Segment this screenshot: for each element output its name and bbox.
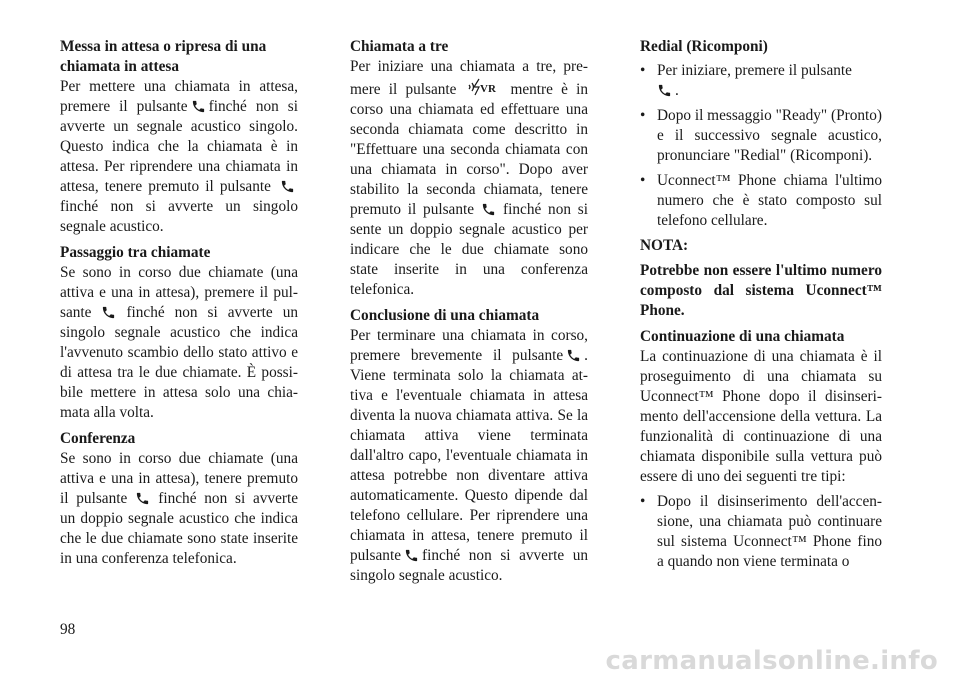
section-title-end-call: Conclusione di una chiamata xyxy=(350,307,540,324)
paragraph-call-continuation: La continuazione di una chiamata è il proseguimento di una chiamata su Uconnect™ Phone dopo il disinserimento dell'accensione della vettura. La funzionalità di continuazione di una chiamata disponibile sulla vettura può essere di uno dei seguenti tre tipi: xyxy=(640,348,882,485)
list-item: • Dopo il disinserimento dell'accensione, una chiamata può continuare sul sistema Uconnect™ Phone fino a quando non viene terminata o xyxy=(640,492,882,572)
note-label: NOTA: xyxy=(640,237,689,254)
note-text: Potrebbe non essere l'ultimo numero composto dal sistema Uconnect™ Phone. xyxy=(640,262,882,319)
text-run: Per iniziare una chiamata a tre, premere il pulsante xyxy=(350,58,588,98)
watermark: carmanualsonline.info xyxy=(605,646,938,676)
paragraph-conference xyxy=(60,449,298,569)
paragraph-hold xyxy=(60,77,298,237)
column-left xyxy=(60,37,298,569)
section-title-switch: Passaggio tra chiamate xyxy=(60,244,211,261)
text-run: finché non si avverte un singolo segnale acustico. xyxy=(60,198,298,235)
text-run: finché non si avverte un singolo segnale acustico. xyxy=(350,547,588,584)
text-run: . xyxy=(675,82,679,99)
phone-icon xyxy=(191,99,206,114)
phone-icon xyxy=(101,305,116,320)
paragraph-switch xyxy=(60,263,298,423)
text-run: finché non si sente un doppio segnale acustico per indicare che le due chiamate sono state inserite in una conferenza telefonica. xyxy=(350,201,588,298)
phone-icon xyxy=(657,83,672,98)
section-title-conference: Conferenza xyxy=(60,430,136,447)
phone-icon xyxy=(481,202,496,217)
text-run: Se sono in corso due chiamate (una attiva e una in attesa), premere il pulsante xyxy=(60,264,298,321)
phone-icon xyxy=(280,179,295,194)
redial-steps-list xyxy=(640,61,882,231)
list-item: • Uconnect™ Phone chiama l'ultimo numero che è stato composto sul telefono cellulare. xyxy=(640,171,882,231)
column-middle xyxy=(350,37,588,586)
text-run: mentre è in corso una chiamata ed effettuare una seconda chiamata come descritto in "Effettuare una seconda chiamata con una chiamata in corso". Dopo aver stabilito la seconda chiamata, tenere premuto il pulsante xyxy=(350,81,589,218)
section-title-redial: Redial (Ricomponi) xyxy=(640,38,768,55)
list-item: • Dopo il messaggio "Ready" (Pronto) e il successivo segnale acustico, pronunciare "Redial" (Ricomponi). xyxy=(640,106,882,166)
phone-icon xyxy=(566,348,581,363)
list-item xyxy=(640,61,882,101)
phone-icon xyxy=(135,491,150,506)
text-run: Se sono in corso due chiamate (una attiva e una in attesa), tenere premuto il pulsante xyxy=(60,450,298,507)
paragraph-end-call xyxy=(350,326,588,586)
section-title-call-continuation: Continuazione di una chiamata xyxy=(640,328,845,345)
section-title-hold: Messa in attesa o ripresa di una chiamata in attesa xyxy=(60,38,267,75)
text-run: finché non si avverte un singolo segnale acustico che indica l'avvenuto scambio dello stato attivo e di attesa tra le due chiamate. È possibile mettere in attesa solo una chiamata alla volta. xyxy=(60,304,298,421)
text-run: Per iniziare, premere il pulsante xyxy=(657,62,852,79)
column-right xyxy=(640,37,882,577)
text-run: Per mettere una chiamata in attesa, premere il pulsante xyxy=(60,78,298,115)
page-number: 98 xyxy=(60,621,76,638)
phone-icon xyxy=(404,548,419,563)
text-run: . Viene terminata solo la chiamata attiva e l'eventuale chiamata in attesa diventa la nuova chiamata attiva. Se la chiamata attiva viene terminata dall'altro capo, l'eventuale chiamata in attesa potrebbe non diventare attiva automaticamente. Questo dipende dal telefono cellulare. Per riprendere una chiamata in attesa, tenere premuto il pulsante xyxy=(350,347,588,564)
text-run: finché non si avverte un doppio segnale acustico che indica che le due chiamate sono state inserite in una conferenza telefonica. xyxy=(60,490,298,567)
voice-recognition-icon xyxy=(466,77,500,97)
vr-label: VR xyxy=(480,83,497,95)
text-run: Per terminare una chiamata in corso, premere brevemente il pulsante xyxy=(350,327,588,364)
continuation-list xyxy=(640,492,882,572)
paragraph-three-way xyxy=(350,57,588,300)
section-title-three-way: Chiamata a tre xyxy=(350,38,449,55)
text-run: finché non si avverte un segnale acustico singolo. Questo indica che la chiamata è in attesa. Per riprendere una chiamata in attesa, tenere premuto il pulsante xyxy=(60,98,298,195)
